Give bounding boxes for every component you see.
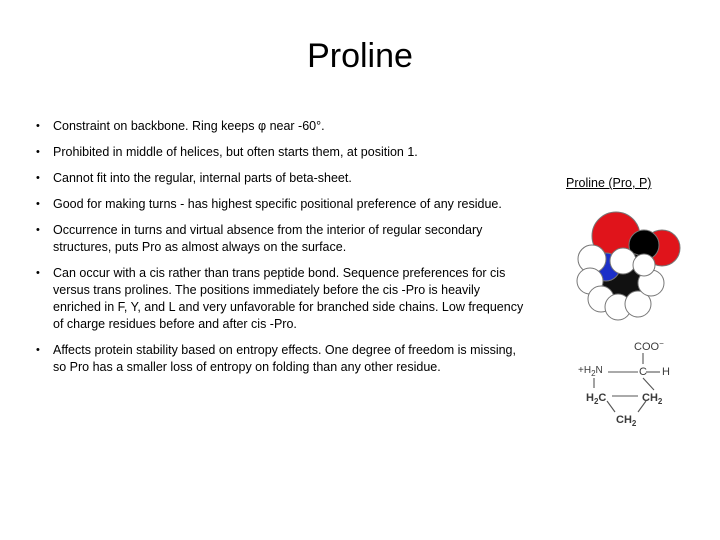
structural-formula bbox=[572, 335, 702, 430]
slide-title: Proline bbox=[307, 37, 413, 75]
bullet-text: Occurrence in turns and virtual absence from the interior of regular secondary structures, puts Pro as almost always on the surface. bbox=[53, 223, 483, 254]
bullet-dot-icon: • bbox=[36, 120, 40, 132]
bullet-item bbox=[36, 265, 526, 333]
bullet-item bbox=[36, 196, 526, 213]
bullet-item bbox=[36, 222, 526, 256]
svg-text:CH2: $CH_2$ bbox=[642, 392, 663, 406]
bullet-text: Prohibited in middle of helices, but often starts them, at position 1. bbox=[53, 145, 418, 159]
bullet-dot-icon: • bbox=[36, 267, 40, 279]
bullet-item bbox=[36, 170, 526, 187]
bullet-dot-icon: • bbox=[36, 198, 40, 210]
bullet-text: Good for making turns - has highest specific positional preference of any residue. bbox=[53, 197, 502, 211]
hydrogen-atom bbox=[633, 254, 655, 276]
hydrogen-atom bbox=[610, 248, 636, 274]
bullet-dot-icon: • bbox=[36, 224, 40, 236]
bullet-dot-icon: • bbox=[36, 344, 40, 356]
bullet-item bbox=[36, 144, 526, 161]
bullet-item bbox=[36, 342, 526, 376]
bullet-list bbox=[36, 118, 526, 376]
svg-text:COO−: COO− bbox=[634, 339, 664, 353]
bullet-dot-icon: • bbox=[36, 172, 40, 184]
bullet-text: Affects protein stability based on entropy effects. One degree of freedom is missing, so Pro has a smaller loss of entropy on folding than any other residue. bbox=[53, 343, 516, 374]
bullet-dot-icon: • bbox=[36, 146, 40, 158]
space-filling-model-icon bbox=[568, 203, 688, 333]
figure-caption: Proline (Pro, P) bbox=[566, 176, 652, 190]
bullet-item bbox=[36, 118, 526, 135]
bullet-text: Can occur with a cis rather than trans peptide bond. Sequence preferences for cis versus trans prolines. The positions immediately before the cis -Pro is heavily enriched in F, Y, and L and very unfavorable for branched side chains. Low frequency of charge residues before and after cis -Pro. bbox=[53, 266, 524, 331]
svg-text:+H2N: $+H_2N$ bbox=[578, 365, 603, 378]
bullet-text: Cannot fit into the regular, internal parts of beta-sheet. bbox=[53, 171, 352, 185]
svg-text:H2C: $H_2C$ bbox=[586, 392, 607, 406]
svg-text:CH2: $CH_2$ bbox=[616, 414, 637, 428]
bullet-text: Constraint on backbone. Ring keeps φ near -60°. bbox=[53, 119, 325, 133]
svg-text:H: H bbox=[662, 366, 670, 378]
svg-text:C: C bbox=[639, 366, 647, 378]
